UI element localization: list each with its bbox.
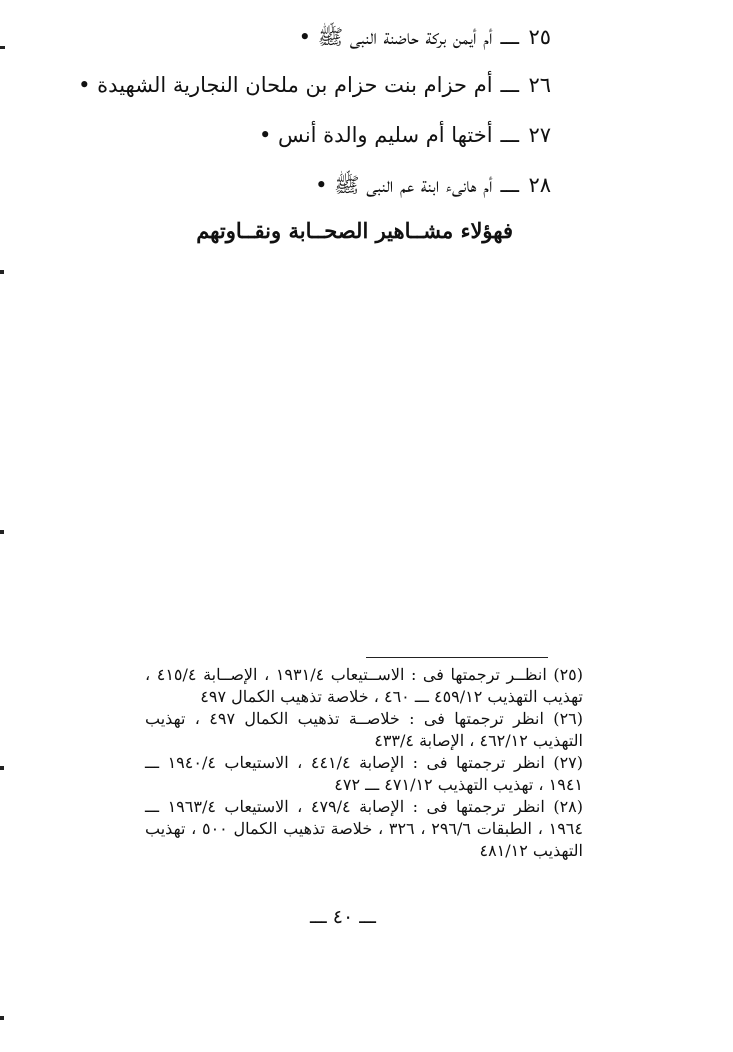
entry-text: أم أيمن بركة حاضنة النبى ﷺ • bbox=[298, 25, 493, 49]
footnote: (٢٧) انظر ترجمتها فى : الإصابة ٤٤١/٤ ، الاستيعاب ١٩٤٠/٤ ـــ ١٩٤١ ، تهذيب التهذيب ٤٧١/١٢ ـــ ٤٧٢ bbox=[145, 753, 584, 794]
list-item bbox=[71, 170, 551, 200]
scan-mark bbox=[0, 766, 4, 770]
footnotes bbox=[145, 664, 583, 862]
entry-dash: ـــ bbox=[500, 73, 519, 97]
entry-dash: ـــ bbox=[500, 123, 519, 147]
entry-dash: ـــ bbox=[500, 173, 519, 197]
closing-line: فهؤلاء مشــاهير الصحــابة ونقــاوتهم bbox=[196, 218, 513, 243]
footnote: (٢٦) انظر ترجمتها فى : خلاصــة تذهيب الكمال ٤٩٧ ، تهذيب التهذيب ٤٦٢/١٢ ، الإصابة ٤٣٣/٤ bbox=[145, 709, 583, 750]
entry-text: أم حزام بنت حزام بن ملحان النجارية الشهيدة • bbox=[78, 73, 493, 97]
entry-text: أختها أم سليم والدة أنس • bbox=[258, 123, 493, 147]
scan-mark bbox=[0, 46, 5, 49]
entry-number: ٢٦ bbox=[528, 73, 551, 97]
list-item bbox=[71, 120, 551, 150]
list-item bbox=[71, 22, 551, 52]
list-item bbox=[71, 70, 551, 100]
footnote: (٢٥) انظــر ترجمتها فى : الاســتيعاب ١٩٣١/٤ ، الإصــابة ٤١٥/٤ ، تهذيب التهذيب ٤٥٩/١٢ ـــ ٤٦٠ ، خلاصة تذهيب الكمال ٤٩٧ bbox=[145, 665, 584, 706]
page-number: ـــ ٤٠ ـــ bbox=[310, 906, 376, 928]
scan-mark bbox=[0, 530, 4, 534]
footnote-separator bbox=[366, 657, 548, 658]
entry-dash: ـــ bbox=[500, 25, 519, 49]
entry-number: ٢٨ bbox=[528, 173, 551, 197]
footnote: (٢٨) انظر ترجمتها فى : الإصابة ٤٧٩/٤ ، الاستيعاب ١٩٦٣/٤ ـــ ١٩٦٤ ، الطبقات ٢٩٦/٦ ، ٣٢٦ ، خلاصة تذهيب الكمال ٥٠٠ ، تهذيب التهذيب ٤٨١/١٢ bbox=[145, 797, 584, 860]
entry-number: ٢٥ bbox=[528, 25, 551, 49]
scan-mark bbox=[0, 1016, 4, 1020]
entry-number: ٢٧ bbox=[528, 123, 551, 147]
entry-text: أم هانىء ابنة عم النبى ﷺ • bbox=[315, 173, 493, 197]
scan-mark bbox=[0, 270, 4, 274]
